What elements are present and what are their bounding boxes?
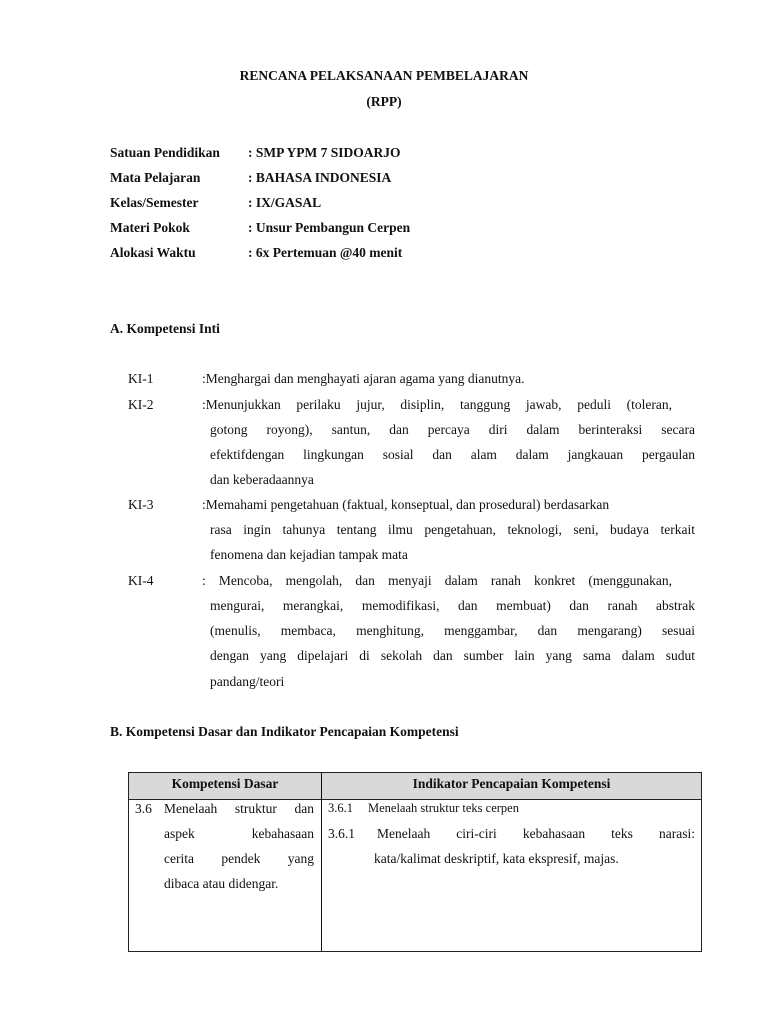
document-subtitle: (RPP) [366, 94, 402, 109]
kd-text: dibaca atau didengar. [164, 876, 279, 891]
indicator-text: kata/kalimat deskriptif, kata ekspresif, majas. [374, 851, 619, 866]
ki-label: KI-3 [128, 497, 154, 512]
identity-value: : 6x Pertemuan @40 menit [248, 245, 403, 260]
column-header-indicator: Indikator Pencapaian Kompetensi [412, 776, 611, 791]
kd-text: aspek kebahasaan [164, 826, 314, 841]
ki-text: fenomena dan kejadian tampak mata [210, 547, 408, 562]
ki-text: :Menunjukkan perilaku jujur, disiplin, tanggung jawab, peduli (toleran, [202, 397, 672, 412]
kd-text: cerita pendek yang [164, 851, 314, 866]
ki-text: :Memahami pengetahuan (faktual, konseptual, dan prosedural) berdasarkan [202, 497, 610, 512]
ki-label: KI-2 [128, 397, 154, 412]
section-b-heading: B. Kompetensi Dasar dan Indikator Pencapaian Kompetensi [110, 724, 459, 739]
document-title: RENCANA PELAKSANAAN PEMBELAJARAN [239, 68, 529, 83]
identity-label: Kelas/Semester [110, 195, 199, 210]
indicator-number: 3.6.1 [328, 826, 355, 841]
identity-label: Mata Pelajaran [110, 170, 201, 185]
identity-value: : IX/GASAL [248, 195, 322, 210]
identity-value: : Unsur Pembangun Cerpen [248, 220, 411, 235]
column-header-kd: Kompetensi Dasar [171, 776, 279, 791]
section-a-heading: A. Kompetensi Inti [110, 321, 220, 336]
column-divider [321, 773, 322, 951]
ki-text: mengurai, merangkai, memodifikasi, dan membuat) dan ranah abstrak [210, 598, 695, 613]
identity-label: Materi Pokok [110, 220, 190, 235]
ki-text: :Menghargai dan menghayati ajaran agama yang dianutnya. [202, 371, 525, 386]
indicator-text: Menelaah ciri-ciri kebahasaan teks narasi: [377, 826, 695, 841]
indicator-text: Menelaah struktur teks cerpen [368, 801, 519, 815]
ki-text: : Mencoba, mengolah, dan menyaji dalam ranah konkret (menggunakan, [202, 573, 672, 588]
ki-text: dengan yang dipelajari di sekolah dan sumber lain yang sama dalam sudut [210, 648, 695, 663]
ki-text: gotong royong), santun, dan percaya diri dalam berinteraksi secara [210, 422, 695, 437]
ki-text: efektifdengan lingkungan sosial dan alam dalam jangkauan pergaulan [210, 447, 695, 462]
identity-label: Satuan Pendidikan [110, 145, 220, 160]
ki-label: KI-4 [128, 573, 154, 588]
identity-label: Alokasi Waktu [110, 245, 196, 260]
identity-value: : BAHASA INDONESIA [248, 170, 392, 185]
ki-text: rasa ingin tahunya tentang ilmu pengetahuan, teknologi, seni, budaya terkait [210, 522, 695, 537]
indicator-number: 3.6.1 [328, 801, 353, 815]
kd-indicator-table [128, 772, 702, 952]
identity-value: : SMP YPM 7 SIDOARJO [248, 145, 401, 160]
ki-text: (menulis, membaca, menghitung, menggambar, dan mengarang) sesuai [210, 623, 695, 638]
ki-label: KI-1 [128, 371, 154, 386]
table-header [129, 773, 701, 800]
ki-text: dan keberadaannya [210, 472, 314, 487]
kd-text: Menelaah struktur dan [164, 801, 314, 816]
ki-text: pandang/teori [210, 674, 285, 689]
kd-number: 3.6 [135, 801, 152, 816]
